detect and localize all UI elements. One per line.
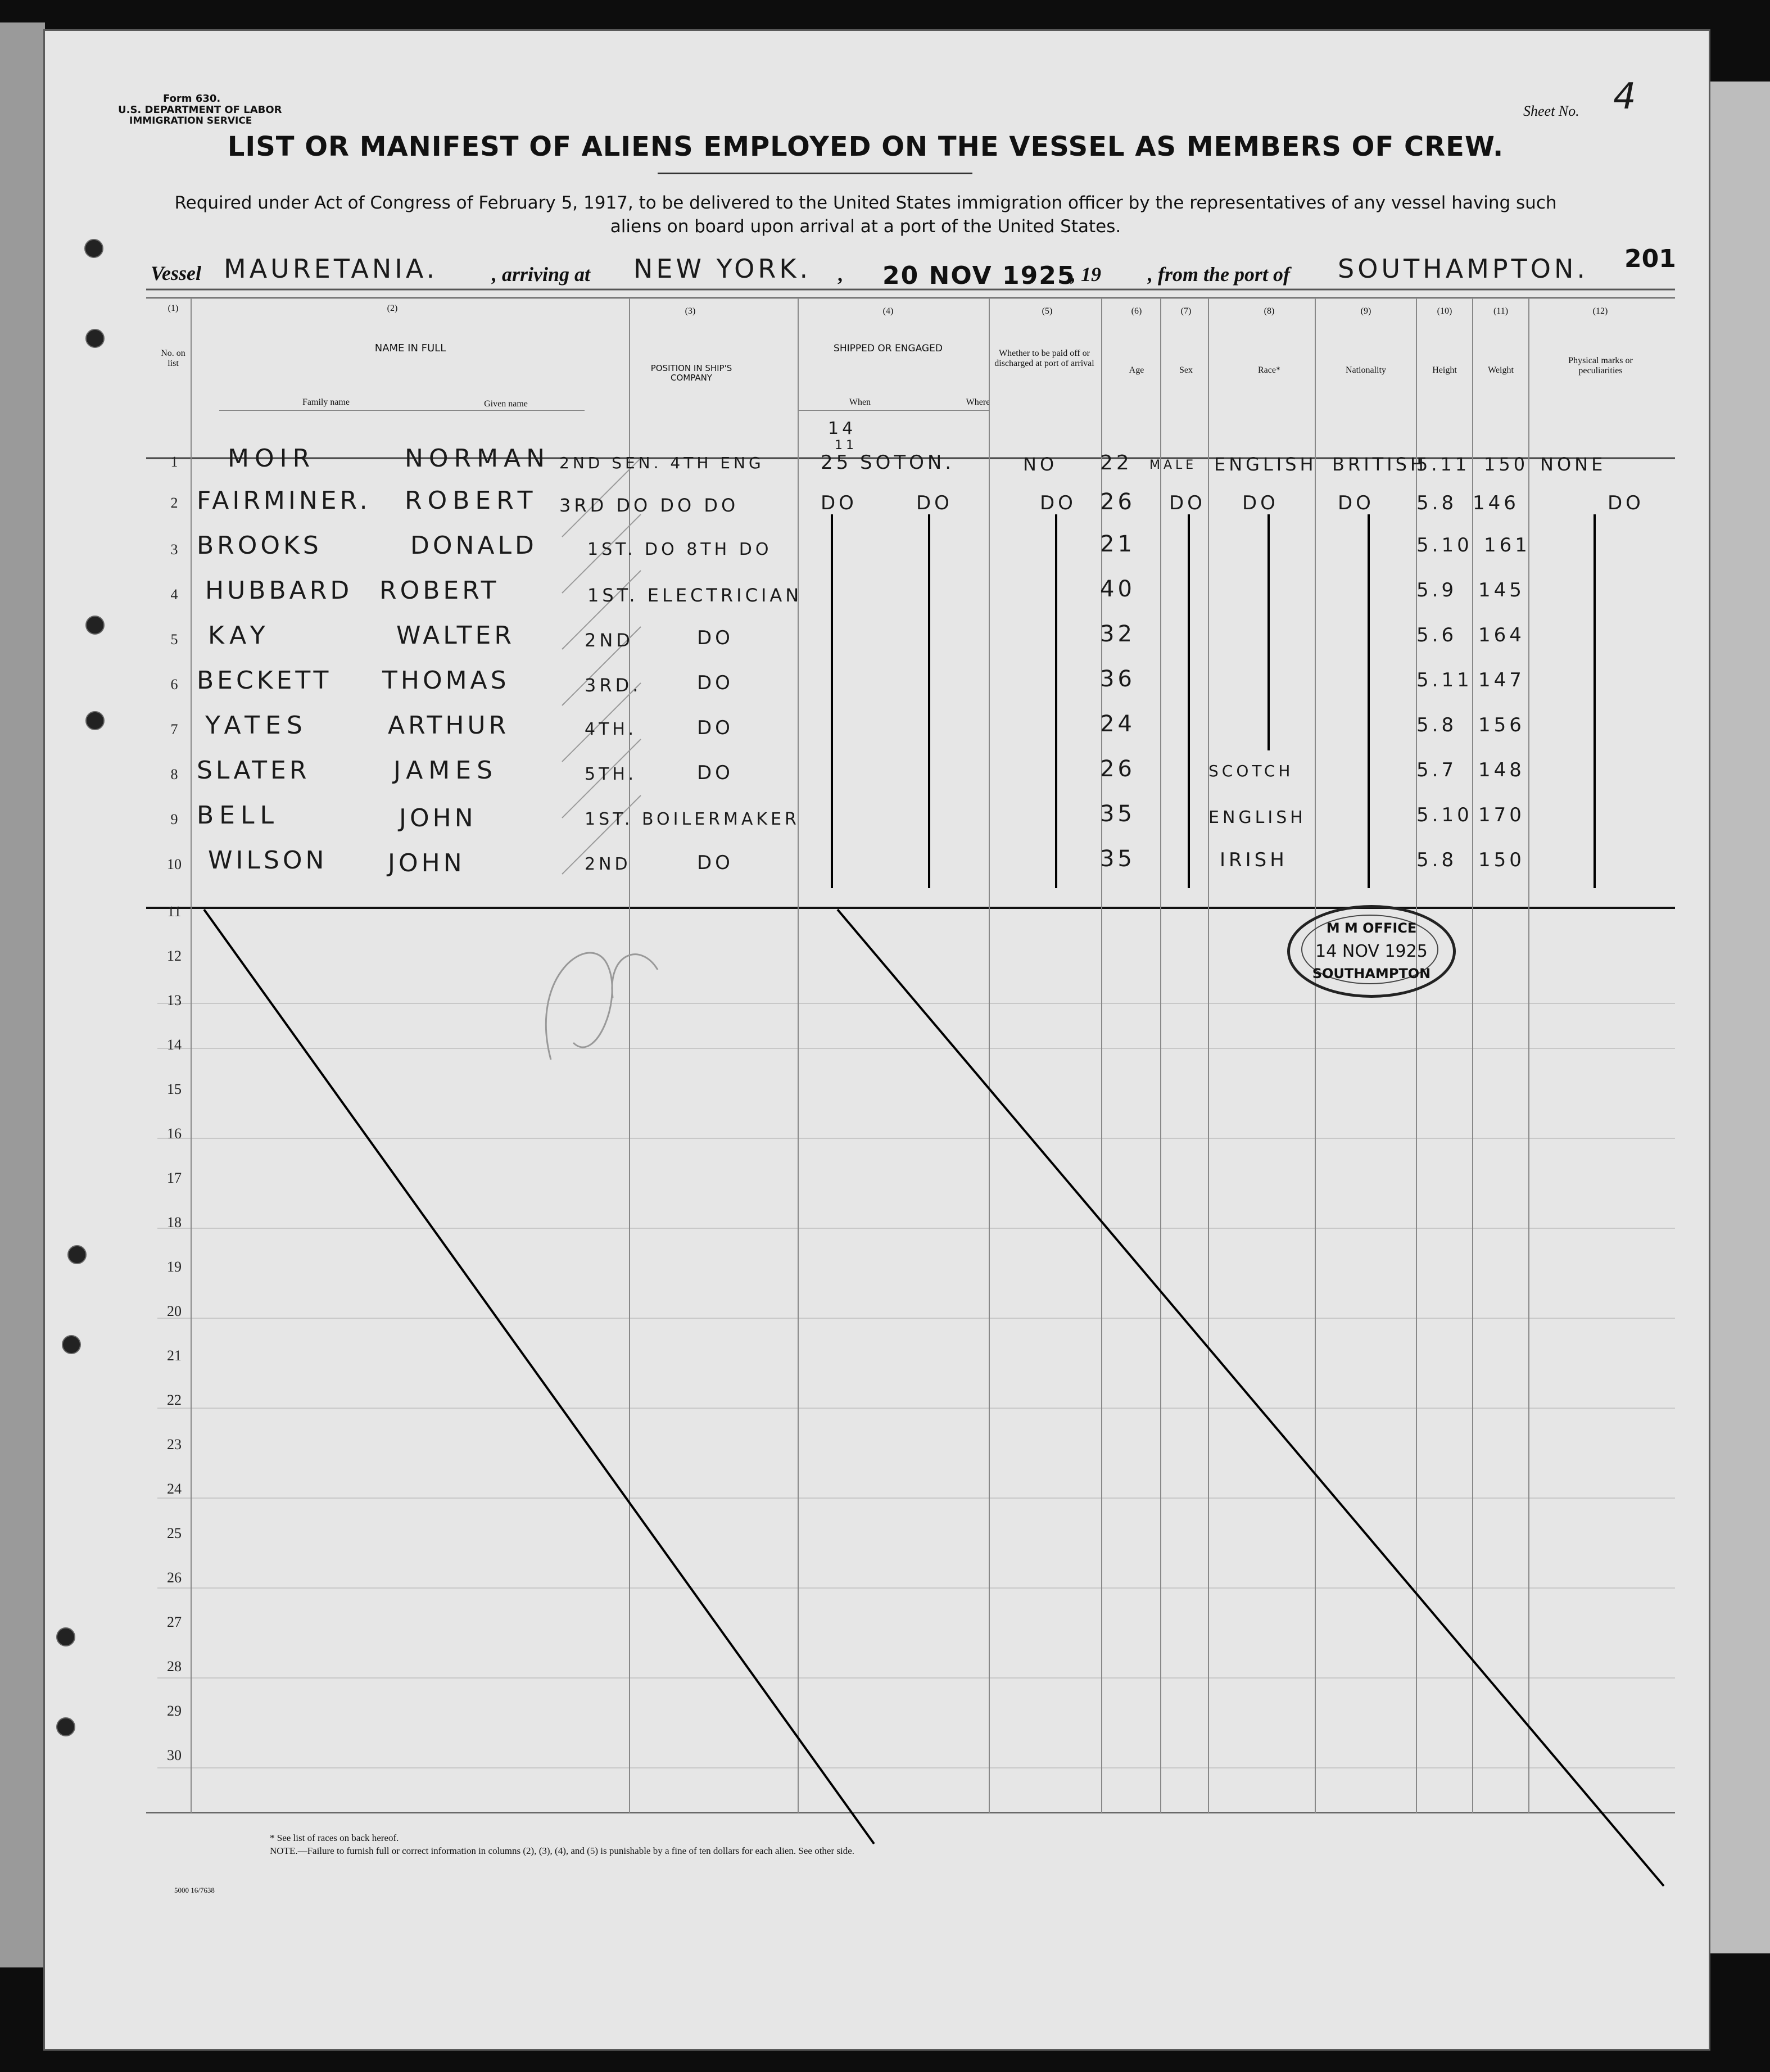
stamp-bottom-text: SOUTHAMPTON: [1312, 966, 1431, 981]
height: 5.10: [1416, 804, 1473, 826]
given-name: NORMAN: [405, 444, 551, 473]
pencil-scribble: [546, 953, 612, 1060]
header-paid-off: Whether to be paid off or discharged at port of arrival: [994, 349, 1094, 369]
age: 24: [1100, 711, 1135, 737]
given-name: ARTHUR: [388, 711, 510, 740]
paid-off: NO: [1023, 454, 1058, 475]
row-number: 9: [170, 811, 178, 827]
weight: 150: [1478, 849, 1525, 871]
age: 32: [1100, 621, 1135, 647]
from-port-label: , from the port of: [1148, 263, 1291, 286]
age: 26: [1100, 489, 1135, 515]
weight: 170: [1478, 804, 1525, 826]
family-name: WILSON: [208, 846, 328, 875]
engaged-when: DO: [821, 492, 857, 514]
col-num-6: (6): [1131, 306, 1142, 316]
header-when: When: [849, 397, 871, 407]
position: 2ND: [585, 854, 631, 874]
header-sex: Sex: [1179, 365, 1193, 375]
sheet-no-value: 4: [1613, 76, 1640, 117]
col-num-3: (3): [685, 306, 696, 316]
header-physical-marks: Physical marks or peculiarities: [1568, 356, 1633, 376]
position-ditto: DO: [697, 717, 734, 739]
office-stamp: [1287, 905, 1456, 998]
table-grid: [45, 31, 1709, 2049]
position: 1ST. DO 8TH DO: [587, 540, 772, 559]
weight: 161: [1484, 534, 1531, 557]
position: 1ST. ELECTRICIAN: [587, 585, 803, 606]
row-number: 19: [167, 1259, 182, 1275]
service-label: IMMIGRATION SERVICE: [129, 115, 252, 126]
stamp-date: 14 NOV 1925: [1315, 942, 1428, 961]
header-nationality: Nationality: [1346, 365, 1386, 375]
height: 5.7: [1416, 759, 1457, 781]
row-number: 4: [170, 586, 178, 603]
col-num-7: (7): [1180, 306, 1192, 316]
header-position: POSITION IN SHIP'S COMPANY: [650, 363, 732, 383]
row-number: 24: [167, 1481, 182, 1497]
row-number: 22: [167, 1392, 182, 1408]
race: SCOTCH: [1208, 762, 1294, 780]
from-port-value: SOUTHAMPTON.: [1338, 254, 1588, 284]
col-num-4: (4): [882, 306, 894, 316]
given-name: ROBERT: [379, 576, 500, 605]
year-label: , 19: [1071, 263, 1101, 286]
given-name: WALTER: [396, 621, 515, 650]
given-name: DONALD: [410, 531, 537, 560]
given-name: JOHN: [388, 849, 465, 877]
race: DO: [1242, 492, 1279, 514]
races-note: * See list of races on back hereof.: [270, 1833, 399, 1843]
vessel-value: MAURETANIA.: [224, 254, 438, 284]
position: 4TH.: [585, 720, 637, 739]
row-number: 25: [167, 1525, 182, 1541]
strike-line: [204, 910, 874, 1844]
age: 22: [1100, 451, 1133, 474]
header-family-name: Family name: [302, 397, 350, 407]
row-number: 8: [170, 766, 178, 782]
left-page-edge: [0, 22, 45, 1967]
given-name: THOMAS: [382, 666, 510, 695]
position: 5TH.: [585, 764, 637, 784]
sheet-no-label: Sheet No.: [1523, 103, 1579, 119]
arriving-value: NEW YORK.: [633, 254, 812, 284]
family-name: BROOKS: [197, 531, 322, 560]
position: 3RD.: [585, 675, 642, 696]
row-number: 3: [170, 541, 178, 558]
family-name: KAY: [208, 621, 271, 650]
family-name: BECKETT: [197, 666, 332, 695]
row-number: 1: [170, 454, 178, 470]
department-label: U.S. DEPARTMENT OF LABOR: [118, 104, 282, 116]
engaged-where: SOTON.: [860, 451, 955, 474]
col-num-10: (10): [1437, 306, 1452, 316]
age: 21: [1100, 531, 1135, 557]
row-number: 14: [167, 1037, 182, 1053]
weight: 147: [1478, 669, 1525, 691]
given-name: ROBERT: [405, 486, 538, 515]
height: 5.8: [1416, 492, 1457, 514]
family-name: HUBBARD: [205, 576, 353, 605]
age: 35: [1100, 846, 1135, 872]
row-number: 7: [170, 721, 178, 738]
row-number: 13: [167, 992, 182, 1008]
paid-off: DO: [1040, 492, 1076, 514]
row-number: 20: [167, 1303, 182, 1319]
row-number: 17: [167, 1170, 182, 1186]
row-number: 5: [170, 631, 178, 648]
family-name: MOIR: [228, 444, 316, 473]
manifest-sheet: [45, 31, 1709, 2049]
engaged-where: DO: [916, 492, 953, 514]
engaged-when: 25: [821, 451, 852, 474]
header-height: Height: [1432, 365, 1457, 375]
height: 5.11: [1416, 669, 1473, 691]
physical-marks: NONE: [1540, 454, 1606, 475]
row-number: 16: [167, 1125, 182, 1142]
header-no-on-list: No. on list: [161, 349, 185, 369]
weight: 145: [1478, 579, 1525, 601]
row-number: 15: [167, 1081, 182, 1097]
age: 36: [1100, 666, 1135, 692]
strike-line: [838, 910, 1664, 1886]
weight: 164: [1478, 624, 1525, 646]
height: 5.8: [1416, 714, 1457, 736]
row-number: 21: [167, 1347, 182, 1364]
form-number: Form 630.: [163, 93, 221, 105]
col-num-5: (5): [1042, 306, 1053, 316]
header-where: Where: [966, 397, 990, 407]
given-name: JAMES: [393, 756, 498, 785]
manifest-number: 201: [1624, 245, 1676, 273]
position: 3RD DO DO DO: [559, 495, 739, 516]
vessel-label: Vessel: [151, 262, 201, 284]
col-num-1: (1): [168, 304, 179, 313]
row-number: 2: [170, 495, 178, 511]
height: 5.8: [1416, 849, 1457, 871]
row-number: 27: [167, 1614, 182, 1630]
position-ditto: DO: [697, 852, 734, 874]
row-number: 10: [167, 856, 182, 872]
row-number: 29: [167, 1703, 182, 1719]
height: 5.6: [1416, 624, 1457, 646]
position-ditto: DO: [697, 672, 734, 694]
row-number: 23: [167, 1436, 182, 1453]
nationality: DO: [1338, 492, 1374, 514]
arrival-date-stamp: 20 NOV 1925: [882, 261, 1076, 290]
weight: 148: [1478, 759, 1525, 781]
header-weight: Weight: [1488, 365, 1514, 375]
header-shipped-engaged: SHIPPED OR ENGAGED: [834, 343, 943, 354]
position: 1ST. BOILERMAKER: [585, 809, 800, 829]
weight: 150: [1484, 454, 1529, 475]
position: 2ND: [585, 630, 633, 651]
race: ENGLISH: [1214, 454, 1317, 475]
header-given-name: Given name: [484, 399, 528, 409]
row-number: 12: [167, 948, 182, 964]
family-name: BELL: [197, 801, 280, 830]
height: 5.9: [1416, 579, 1457, 601]
nationality: BRITISH: [1332, 454, 1427, 475]
row-number: 18: [167, 1214, 182, 1230]
arriving-label: , arriving at: [492, 263, 591, 286]
subtitle-line-2: aliens on board upon arrival at a port of the United States.: [610, 216, 1121, 237]
engaged-month: 11: [835, 438, 857, 453]
family-name: YATES: [205, 711, 308, 740]
page-title: LIST OR MANIFEST OF ALIENS EMPLOYED ON THE VESSEL AS MEMBERS OF CREW.: [227, 131, 1504, 162]
sex: MALE: [1149, 458, 1197, 472]
family-name: FAIRMINER.: [197, 486, 371, 515]
engaged-day: 14: [828, 419, 857, 438]
row-number: 28: [167, 1658, 182, 1675]
col-num-9: (9): [1360, 306, 1371, 316]
subtitle-line-1: Required under Act of Congress of February 5, 1917, to be delivered to the United States immigration officer by the representatives of any vessel having such: [174, 193, 1557, 213]
date-comma: ,: [838, 263, 843, 286]
right-page-edge: [1709, 82, 1770, 1953]
height: 5.11: [1416, 454, 1470, 475]
weight: 146: [1473, 492, 1519, 514]
weight: 156: [1478, 714, 1525, 736]
print-code: 5000 16/7638: [174, 1886, 215, 1894]
header-age: Age: [1129, 365, 1144, 375]
row-number: 11: [167, 903, 182, 920]
col-num-8: (8): [1264, 306, 1275, 316]
row-number: 6: [170, 676, 178, 693]
age: 40: [1100, 576, 1135, 602]
header-race: Race*: [1258, 365, 1280, 375]
position-ditto: DO: [697, 627, 734, 649]
row-number: 26: [167, 1569, 182, 1586]
position: 2ND SEN. 4TH ENG: [559, 454, 764, 472]
race: IRISH: [1220, 849, 1288, 871]
age: 26: [1100, 756, 1135, 782]
race: ENGLISH: [1208, 808, 1306, 827]
height: 5.10: [1416, 534, 1473, 557]
col-num-12: (12): [1592, 306, 1608, 316]
position-ditto: DO: [697, 762, 734, 784]
col-num-11: (11): [1493, 306, 1509, 316]
row-number: 30: [167, 1747, 182, 1763]
given-name: JOHN: [399, 804, 477, 833]
header-name-in-full: NAME IN FULL: [374, 342, 446, 354]
stamp-top-text: M M OFFICE: [1326, 920, 1417, 936]
physical-marks: DO: [1608, 492, 1644, 514]
age: 35: [1100, 801, 1135, 827]
col-num-2: (2): [387, 304, 398, 313]
pencil-scribble: [612, 954, 658, 998]
penalty-note: NOTE.—Failure to furnish full or correct information in columns (2), (3), (4), and (5) is punishable by a fine of ten dollars for each alien. See other side.: [270, 1845, 855, 1856]
family-name: SLATER: [197, 756, 310, 785]
sex: DO: [1169, 492, 1206, 514]
